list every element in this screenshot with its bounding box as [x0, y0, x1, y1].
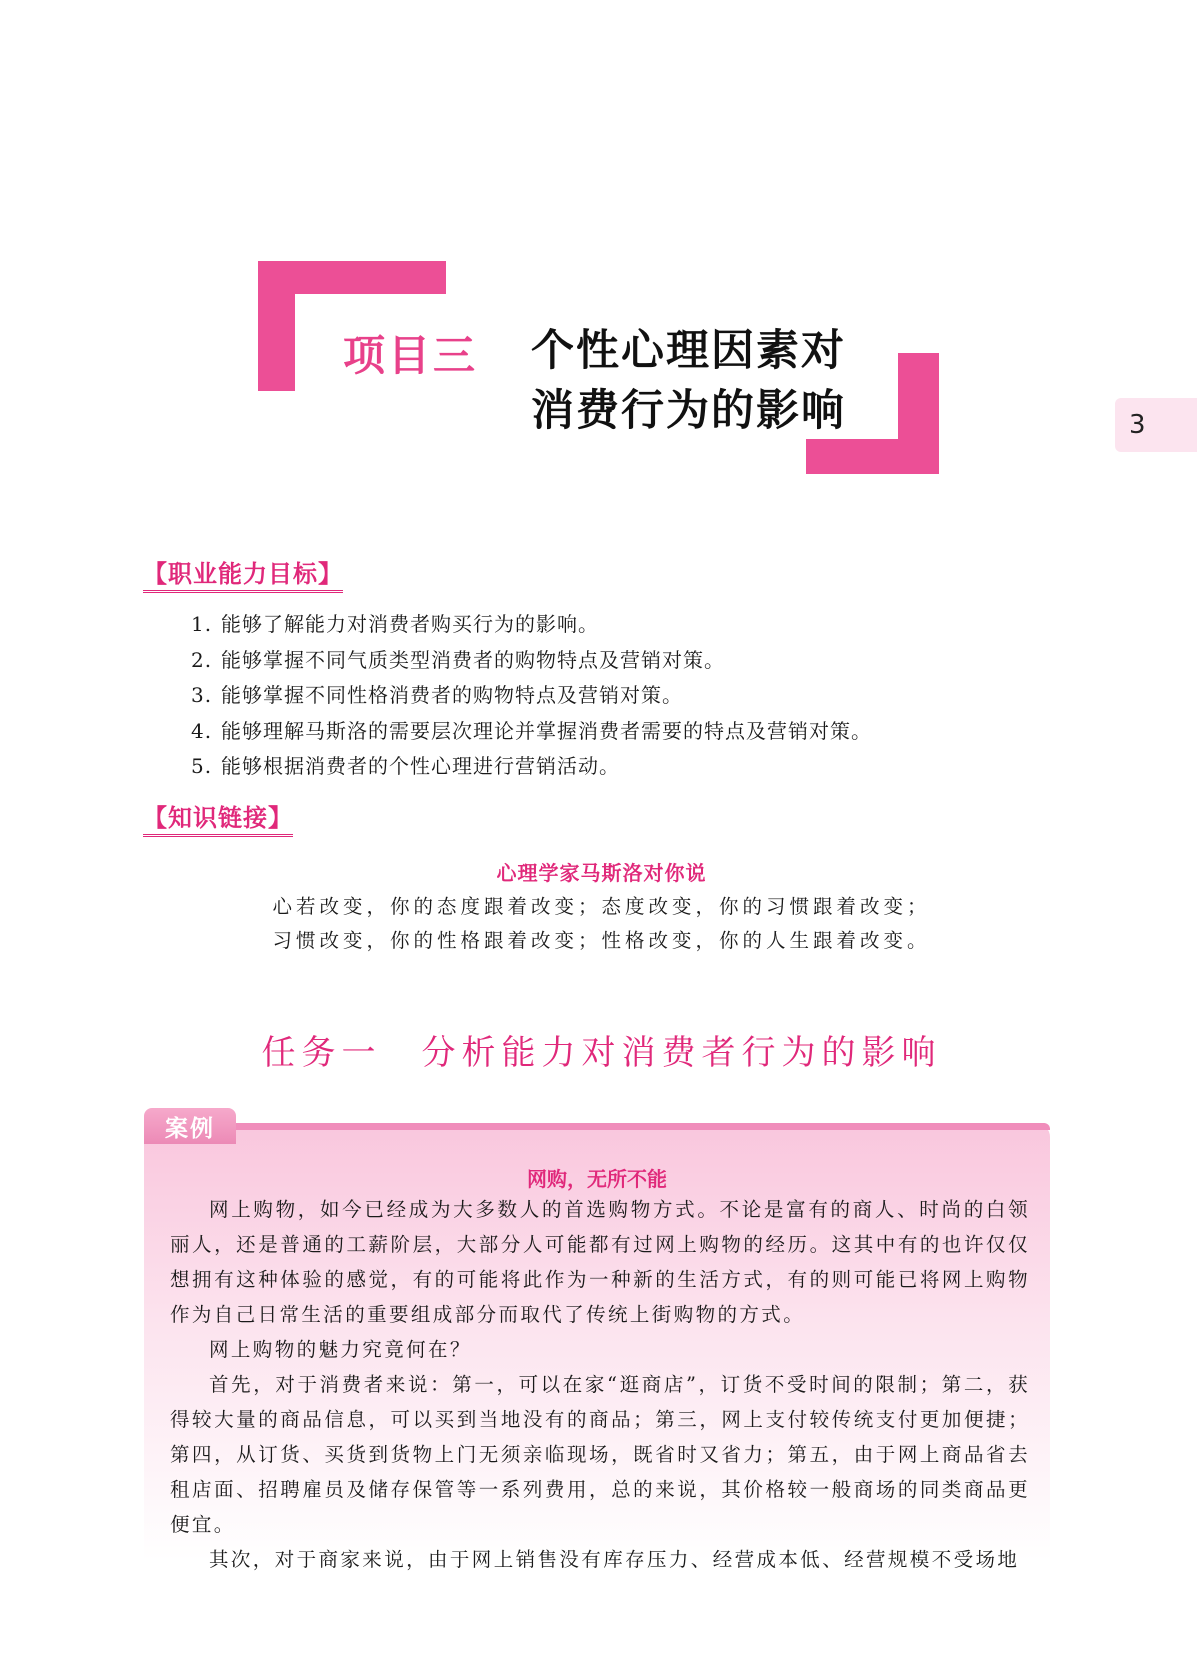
case-box-top-border — [236, 1123, 1050, 1130]
case-paragraph: 网上购物的魅力究竟何在？ — [209, 1338, 472, 1361]
title-bracket-top-vertical — [258, 261, 295, 391]
quote-line-1: 心若改变，你的态度跟着改变；态度改变，你的习惯跟着改变； — [272, 895, 931, 918]
project-label: 项目三 — [343, 331, 479, 380]
case-paragraph: 其次，对于商家来说，由于网上销售没有库存压力、经营成本低、经营规模不受场地 — [209, 1548, 1020, 1571]
list-item: 4. 能够理解马斯洛的需要层次理论并掌握消费者需要的特点及营销对策。 — [191, 718, 872, 743]
project-title-line1: 个性心理因素对 — [531, 326, 846, 376]
case-body — [170, 1192, 1030, 1577]
title-bracket-bottom-vertical — [898, 353, 939, 474]
list-item: 1. 能够了解能力对消费者购买行为的影响。 — [191, 612, 599, 636]
case-paragraph: 网上购物，如今已经成为大多数人的首选购物方式。不论是富有的商人、时尚的白领丽人，还是普通的工薪阶层，大部分人可能都有过网上购物的经历。这其中有的也许仅仅想拥有这种体验的感觉，有的可能将此作为一种新的生活方式，有的则可能已将网上购物作为自己日常生活的重要组成部分而取代了传统上街购物的方式。 — [170, 1198, 1030, 1326]
knowledge-section-header: 【知识链接】 — [143, 798, 293, 837]
list-item: 3. 能够掌握不同性格消费者的购物特点及营销对策。 — [191, 683, 683, 707]
goals-section-header: 【职业能力目标】 — [143, 554, 343, 593]
page-number-tab: 3 — [1115, 398, 1197, 452]
list-item: 2. 能够掌握不同气质类型消费者的购物特点及营销对策。 — [191, 647, 725, 672]
quote-title: 心理学家马斯洛对你说 — [496, 861, 707, 885]
list-item: 5. 能够根据消费者的个性心理进行营销活动。 — [191, 754, 620, 778]
task-title: 任务一 分析能力对消费者行为的影响 — [261, 1033, 942, 1073]
goals-list — [191, 607, 872, 785]
case-title: 网购，无所不能 — [527, 1167, 667, 1191]
case-paragraph: 首先，对于消费者来说：第一，可以在家“逛商店”，订货不受时间的限制；第二，获得较大量的商品信息，可以买到当地没有的商品；第三，网上支付较传统支付更加便捷；第四，从订货、买货到货物上门无须亲临现场，既省时又省力；第五，由于网上商品省去租店面、招聘雇员及储存保管等一系列费用，总的来说，其价格较一般商场的同类商品更便宜。 — [170, 1373, 1030, 1536]
case-tab: 案例 — [144, 1108, 236, 1144]
project-title-line2: 消费行为的影响 — [531, 386, 846, 436]
quote-line-2: 习惯改变，你的性格跟着改变；性格改变，你的人生跟着改变。 — [272, 929, 931, 952]
project-title — [531, 321, 846, 441]
